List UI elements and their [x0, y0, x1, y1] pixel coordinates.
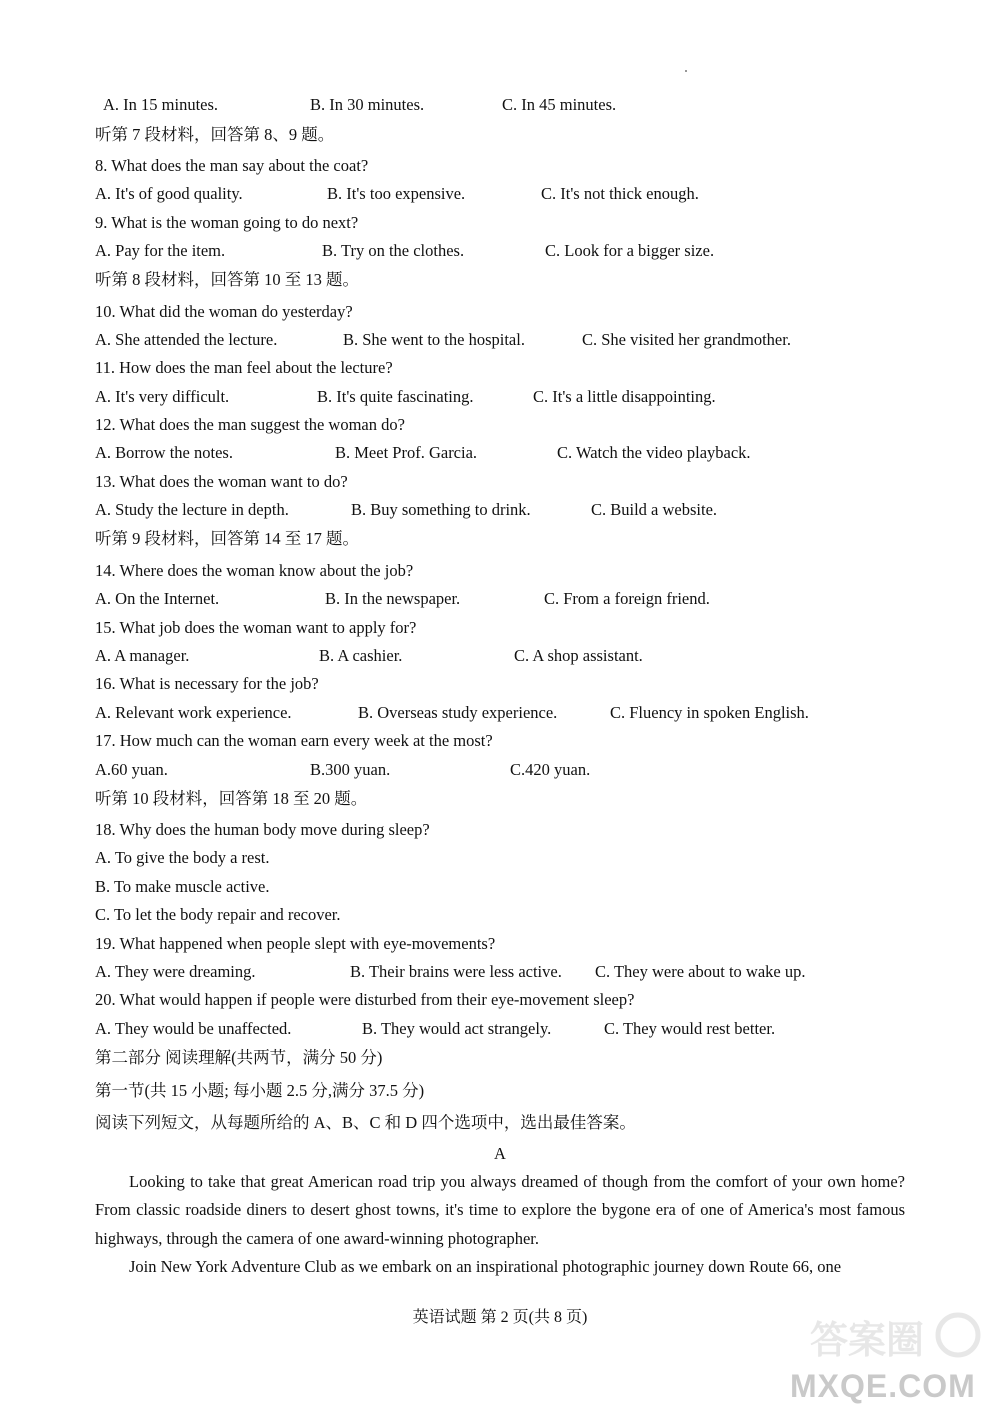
answer-option: A. They would be unaffected.	[95, 1019, 292, 1038]
text-line: 13. What does the woman want to do?	[95, 472, 348, 491]
text-line: 听第 10 段材料，回答第 18 至 20 题。	[95, 789, 368, 808]
answer-option: B. Their brains were less active.	[350, 962, 562, 981]
answer-option: B. Meet Prof. Garcia.	[335, 443, 478, 462]
answer-option: B. Try on the clothes.	[322, 241, 465, 260]
scan-speck	[685, 70, 687, 72]
answer-option: A. It's very difficult.	[95, 387, 230, 406]
answer-option: B.300 yuan.	[310, 760, 391, 779]
text-line: 20. What would happen if people were disturbed from their eye-movement sleep?	[95, 990, 635, 1009]
text-line: 14. Where does the woman know about the job?	[95, 561, 414, 580]
answer-option: A. It's of good quality.	[95, 184, 243, 203]
answer-option: C. It's a little disappointing.	[533, 387, 716, 406]
watermark-logo-text: 答案圈	[810, 1318, 925, 1362]
answer-option: A. Study the lecture in depth.	[95, 500, 289, 519]
answer-option: A. Relevant work experience.	[95, 703, 292, 722]
answer-option: C. It's not thick enough.	[541, 184, 699, 203]
answer-option: C. Build a website.	[591, 500, 718, 519]
answer-option: A. She attended the lecture.	[95, 330, 278, 349]
answer-option: A. In 15 minutes.	[103, 95, 219, 114]
answer-option: C. In 45 minutes.	[502, 95, 617, 114]
answer-option: A.60 yuan.	[95, 760, 168, 779]
text-line: 19. What happened when people slept with eye-movements?	[95, 934, 496, 953]
answer-option: B. Buy something to drink.	[351, 500, 531, 519]
answer-option: C. They would rest better.	[604, 1019, 776, 1038]
text-line: 17. How much can the woman earn every week at the most?	[95, 731, 493, 750]
text-line: 15. What job does the woman want to apply for?	[95, 618, 417, 637]
answer-option: B. In 30 minutes.	[310, 95, 425, 114]
text-line: 12. What does the man suggest the woman do?	[95, 415, 405, 434]
text-line: 第二部分 阅读理解(共两节，满分 50 分)	[95, 1048, 383, 1067]
answer-option: B. A cashier.	[319, 646, 403, 665]
answer-option: C. From a foreign friend.	[544, 589, 710, 608]
answer-option: C.420 yuan.	[510, 760, 591, 779]
passage-heading: A	[494, 1144, 506, 1163]
watermark-brand: MXQE.COM	[790, 1368, 976, 1404]
answer-option: C. They were about to wake up.	[595, 962, 806, 981]
text-line: 10. What did the woman do yesterday?	[95, 302, 353, 321]
text-line: B. To make muscle active.	[95, 877, 270, 896]
answer-option: C. Fluency in spoken English.	[610, 703, 809, 722]
answer-option: C. Look for a bigger size.	[545, 241, 715, 260]
answer-option: A. Borrow the notes.	[95, 443, 233, 462]
text-line: 18. Why does the human body move during sleep?	[95, 820, 430, 839]
text-line: 听第 7 段材料，回答第 8、9 题。	[95, 125, 335, 144]
answer-option: C. A shop assistant.	[514, 646, 643, 665]
answer-option: B. Overseas study experience.	[358, 703, 558, 722]
text-line: C. To let the body repair and recover.	[95, 905, 341, 924]
text-line: 阅读下列短文，从每题所给的 A、B、C 和 D 四个选项中，选出最佳答案。	[95, 1113, 636, 1132]
answer-option: B. It's too expensive.	[327, 184, 466, 203]
text-line: 8. What does the man say about the coat?	[95, 156, 369, 175]
passage-paragraph-1: Looking to take that great American road trip you always dreamed of though from the comfort of your own home? From classic roadside diners to desert ghost towns, it's time to explore the bygone era of one of America's most famous highways, through the camera of one award-winning photographer.	[95, 1172, 905, 1248]
answer-option: C. She visited her grandmother.	[582, 330, 791, 349]
answer-option: B. They would act strangely.	[362, 1019, 552, 1038]
text-line: 听第 9 段材料，回答第 14 至 17 题。	[95, 529, 359, 548]
page-footer: 英语试题 第 2 页(共 8 页)	[412, 1309, 588, 1326]
answer-option: B. In the newspaper.	[325, 589, 461, 608]
answer-option: B. She went to the hospital.	[343, 330, 525, 349]
text-line: 第一节(共 15 小题; 每小题 2.5 分,满分 37.5 分)	[95, 1081, 425, 1100]
answer-option: B. It's quite fascinating.	[317, 387, 474, 406]
text-line: A. To give the body a rest.	[95, 848, 270, 867]
passage-paragraph-2: Join New York Adventure Club as we embark on an inspirational photographic journey down Route 66, one	[129, 1257, 842, 1276]
answer-option: C. Watch the video playback.	[557, 443, 751, 462]
answer-option: A. A manager.	[95, 646, 190, 665]
text-line: 9. What is the woman going to do next?	[95, 213, 359, 232]
answer-option: A. Pay for the item.	[95, 241, 226, 260]
text-line: 听第 8 段材料，回答第 10 至 13 题。	[95, 270, 359, 289]
answer-option: A. On the Internet.	[95, 589, 220, 608]
answer-option: A. They were dreaming.	[95, 962, 256, 981]
text-line: 16. What is necessary for the job?	[95, 674, 319, 693]
text-line: 11. How does the man feel about the lecture?	[95, 358, 393, 377]
